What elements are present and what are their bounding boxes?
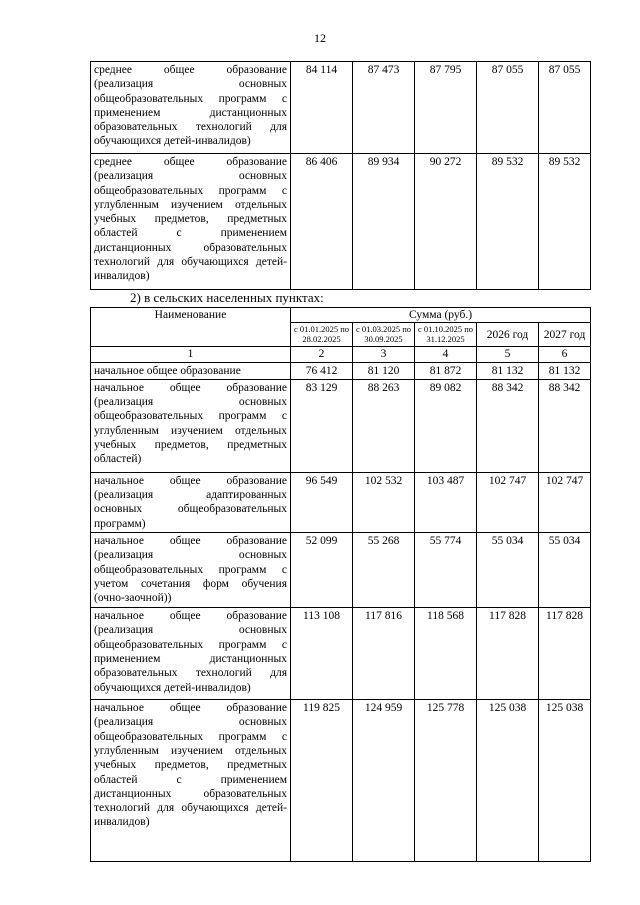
value-cell: 84 114 — [291, 62, 353, 154]
page-number: 12 — [314, 31, 326, 45]
column-number: 5 — [477, 347, 539, 362]
column-number: 6 — [539, 347, 591, 362]
column-header-name: Наименование — [91, 308, 291, 347]
table-row — [91, 472, 591, 532]
value-cell: 76 412 — [291, 362, 353, 379]
value-cell: 87 055 — [477, 62, 539, 154]
column-header-period: с 01.01.2025 по 28.02.2025 — [291, 323, 353, 347]
value-cell: 117 816 — [353, 608, 415, 700]
value-cell: 103 487 — [415, 472, 477, 532]
value-cell: 118 568 — [415, 608, 477, 700]
value-cell: 96 549 — [291, 472, 353, 532]
value-cell: 89 082 — [415, 379, 477, 472]
value-cell: 88 342 — [539, 379, 591, 472]
column-header-sum: Сумма (руб.) — [291, 308, 591, 323]
value-cell: 87 055 — [539, 62, 591, 154]
value-cell: 81 872 — [415, 362, 477, 379]
value-cell: 81 132 — [539, 362, 591, 379]
column-number-row — [91, 347, 591, 362]
value-cell: 87 473 — [353, 62, 415, 154]
value-cell: 55 268 — [353, 533, 415, 608]
value-cell: 83 129 — [291, 379, 353, 472]
table-row — [91, 608, 591, 700]
value-cell: 102 747 — [539, 472, 591, 532]
row-name: начальное общее образование (реализация основных общеобразовательных программ с углубленным изучением отдельных учебных предметов, предметных областей) — [91, 379, 291, 472]
value-cell: 125 038 — [477, 700, 539, 862]
top-table — [90, 61, 591, 290]
column-header-year: 2027 год — [539, 323, 591, 347]
column-number: 4 — [415, 347, 477, 362]
column-header-period: с 01.03.2025 по 30.09.2025 — [353, 323, 415, 347]
row-name: начальное общее образование — [91, 362, 291, 379]
value-cell: 55 034 — [477, 533, 539, 608]
column-header-year: 2026 год — [477, 323, 539, 347]
value-cell: 117 828 — [539, 608, 591, 700]
value-cell: 124 959 — [353, 700, 415, 862]
value-cell: 88 263 — [353, 379, 415, 472]
table-row — [91, 533, 591, 608]
value-cell: 88 342 — [477, 379, 539, 472]
table-row — [91, 154, 591, 290]
value-cell: 102 532 — [353, 472, 415, 532]
value-cell: 119 825 — [291, 700, 353, 862]
column-number: 1 — [91, 347, 291, 362]
table-row — [91, 62, 591, 154]
table-row — [91, 700, 591, 862]
row-name: среднее общее образование (реализация основных общеобразовательных программ с применением дистанционных образовательных технологий для обучающихся детей-инвалидов) — [91, 62, 291, 154]
value-cell: 55 034 — [539, 533, 591, 608]
value-cell: 113 108 — [291, 608, 353, 700]
row-name: начальное общее образование (реализация основных общеобразовательных программ с учетом сочетания форм обучения (очно-заочной)) — [91, 533, 291, 608]
value-cell: 89 934 — [353, 154, 415, 290]
section-heading: 2) в сельских населенных пунктах: — [130, 290, 324, 305]
table-row — [91, 362, 591, 379]
row-name: начальное общее образование (реализация основных общеобразовательных программ с применением дистанционных образовательных технологий для обучающихся детей-инвалидов) — [91, 608, 291, 700]
main-table — [90, 307, 591, 862]
row-name: начальное общее образование (реализация основных общеобразовательных программ с углубленным изучением отдельных учебных предметов, предметных областей с применением дистанционных образовательных технологий для обучающихся детей-инвалидов) — [91, 700, 291, 862]
value-cell: 90 272 — [415, 154, 477, 290]
value-cell: 125 778 — [415, 700, 477, 862]
header-row — [91, 308, 591, 323]
row-name: начальное общее образование (реализация адаптированных основных общеобразовательных программ) — [91, 472, 291, 532]
column-number: 2 — [291, 347, 353, 362]
table-row — [91, 379, 591, 472]
value-cell: 89 532 — [477, 154, 539, 290]
column-number: 3 — [353, 347, 415, 362]
value-cell: 89 532 — [539, 154, 591, 290]
value-cell: 81 120 — [353, 362, 415, 379]
value-cell: 81 132 — [477, 362, 539, 379]
value-cell: 102 747 — [477, 472, 539, 532]
value-cell: 125 038 — [539, 700, 591, 862]
column-header-period: с 01.10.2025 по 31.12.2025 — [415, 323, 477, 347]
value-cell: 55 774 — [415, 533, 477, 608]
value-cell: 86 406 — [291, 154, 353, 290]
row-name: среднее общее образование (реализация основных общеобразовательных программ с углубленным изучением отдельных учебных предметов, предметных областей с применением дистанционных образовательных технологий для обучающихся детей-инвалидов) — [91, 154, 291, 290]
value-cell: 117 828 — [477, 608, 539, 700]
value-cell: 87 795 — [415, 62, 477, 154]
value-cell: 52 099 — [291, 533, 353, 608]
